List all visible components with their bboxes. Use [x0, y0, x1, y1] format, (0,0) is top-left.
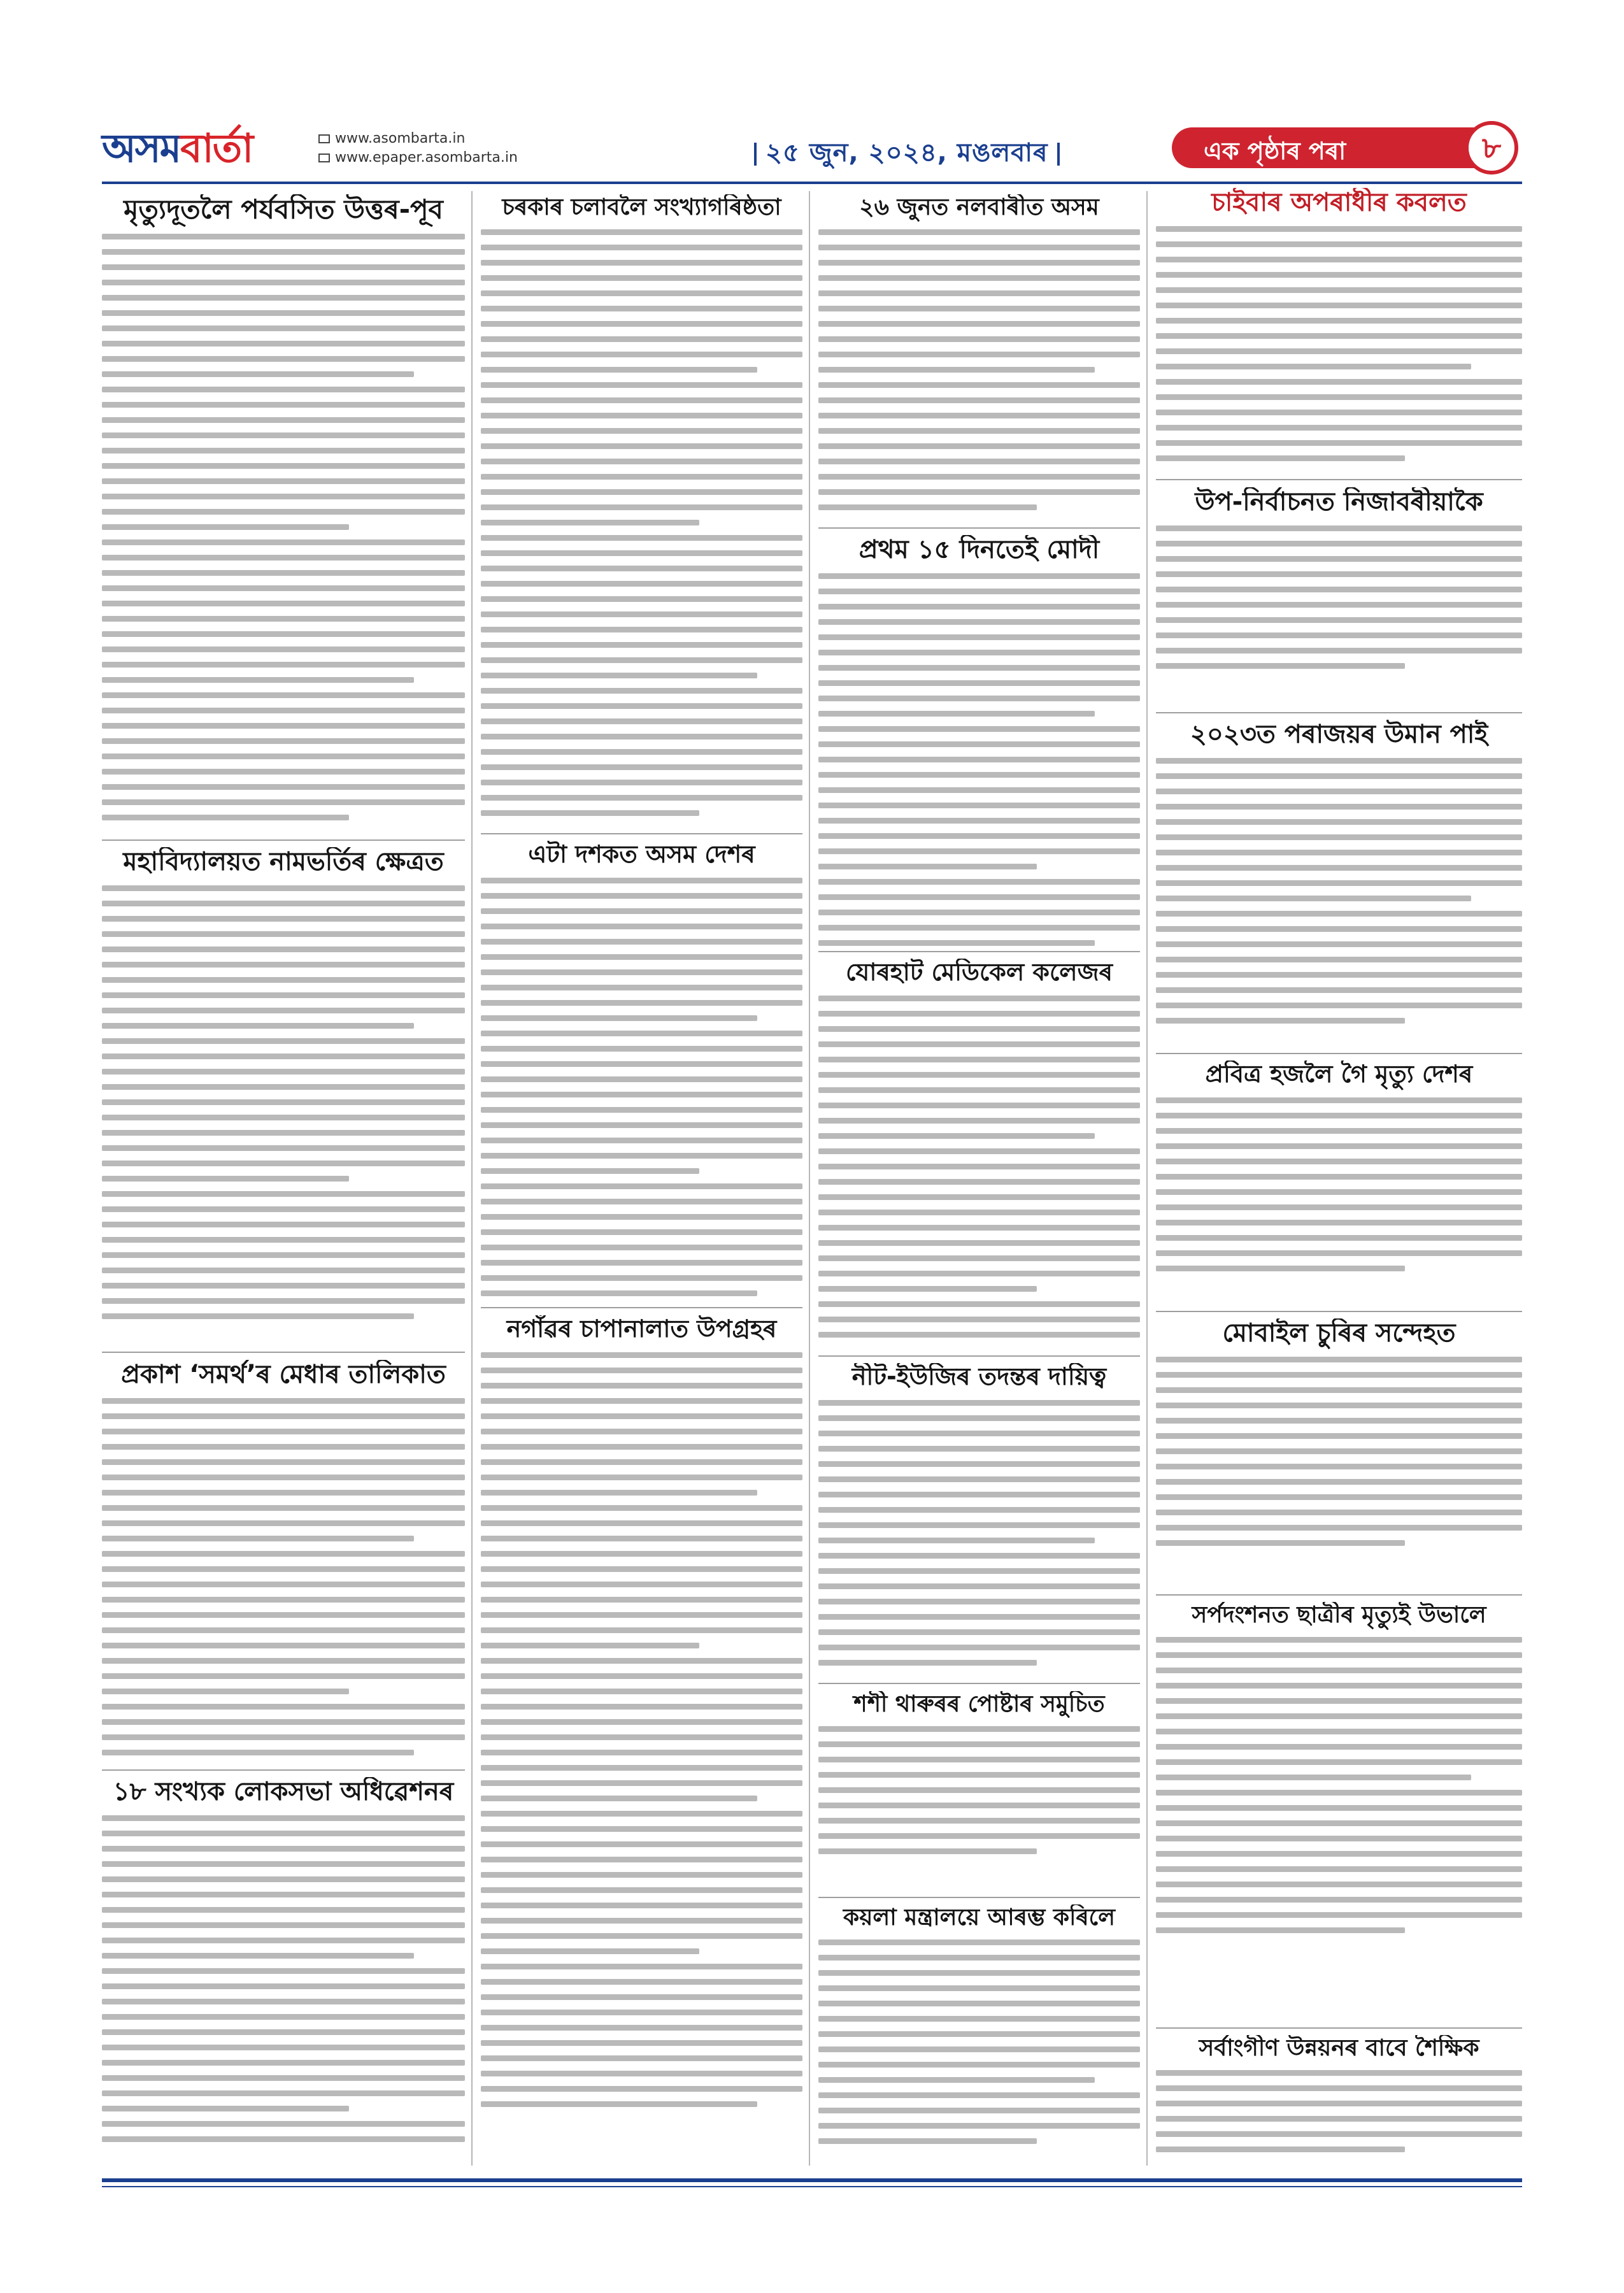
story-body-placeholder: [102, 1398, 465, 1755]
story-body-placeholder: [1156, 758, 1522, 1024]
story-neet-ug-probe: [818, 1363, 1140, 1682]
story-body-placeholder: [818, 573, 1140, 946]
newspaper-logo[interactable]: [102, 124, 253, 171]
website-url[interactable]: www.asombarta.in: [335, 131, 466, 146]
monitor-icon: [318, 154, 330, 162]
story-headline[interactable]: মোবাইল চুৰিৰ সন্দেহত: [1222, 1318, 1456, 1348]
story-divider: [818, 527, 1140, 529]
story-body-placeholder: [818, 1726, 1140, 1854]
story-body-placeholder: [102, 1815, 465, 2142]
story-nagaon-chapanala: [481, 1315, 802, 2172]
story-headline[interactable]: প্ৰথম ১৫ দিনতেই মোদী: [858, 535, 1100, 564]
website-urls: [318, 129, 518, 168]
section-label: [1172, 127, 1503, 168]
story-body-placeholder: [818, 1400, 1140, 1666]
story-body-placeholder: [102, 885, 465, 1319]
story-body-placeholder: [481, 229, 802, 816]
story-divider: [1156, 1053, 1522, 1054]
story-mobile-theft: [1156, 1318, 1522, 1592]
story-body-placeholder: [481, 1352, 802, 2107]
story-divider: [102, 839, 465, 841]
epaper-url[interactable]: www.epaper.asombarta.in: [335, 150, 518, 166]
story-divider: [102, 1769, 465, 1771]
story-divider: [1156, 2027, 1522, 2029]
story-headline[interactable]: কয়লা মন্ত্ৰালয়ে আৰম্ভ কৰিলে: [843, 1904, 1115, 1931]
story-divider: [481, 833, 802, 834]
story-headline[interactable]: শশী থাৰুৰৰ পোষ্টাৰ সমুচিত: [853, 1691, 1105, 1717]
story-divider: [818, 1683, 1140, 1684]
story-headline[interactable]: চৰকাৰ চলাবলৈ সংখ্যাগৰিষ্ঠতা: [502, 194, 781, 220]
story-headline[interactable]: এটা দশকত অসম দেশৰ: [528, 841, 755, 868]
story-by-election: [1156, 487, 1522, 710]
story-divider: [818, 1897, 1140, 1898]
story-jorhat-medical-college: [818, 959, 1140, 1354]
story-headline[interactable]: নগাঁৱৰ চাপানালাত উপগ্ৰহৰ: [506, 1315, 777, 1343]
story-body-placeholder: [481, 878, 802, 1296]
story-divider: [818, 1355, 1140, 1357]
logo-text-part1: অসম: [102, 124, 181, 171]
story-divider: [1156, 479, 1522, 480]
story-shashi-tharoor-poster: [818, 1691, 1140, 1895]
story-headline[interactable]: প্ৰবিত্ৰ হজলৈ গৈ মৃত্যু দেশৰ: [1205, 1061, 1473, 1088]
dateline: [745, 132, 1069, 175]
story-snakebite-death: [1156, 1602, 1522, 2025]
logo-text-part2: বাৰ্তা: [180, 124, 253, 171]
story-headline[interactable]: চাইবাৰ অপৰাধীৰ কবলত: [1211, 188, 1467, 217]
story-hajj-death: [1156, 1061, 1522, 1309]
story-headline[interactable]: মৃত্যুদূতলৈ পৰ্যবসিত উত্তৰ-পূব: [124, 194, 443, 225]
story-modi-first-15-days: [818, 535, 1140, 949]
story-divider: [1156, 1311, 1522, 1312]
story-college-admission: [102, 847, 465, 1350]
story-2023-defeat: [1156, 720, 1522, 1051]
story-divider: [1156, 712, 1522, 713]
story-body-placeholder: [818, 996, 1140, 1338]
story-lok-sabha-session: [102, 1777, 465, 2172]
story-body-placeholder: [102, 234, 465, 820]
story-headline[interactable]: সৰ্বাংগীণ উন্নয়নৰ বাবে শৈক্ষিক: [1199, 2035, 1479, 2061]
story-body-placeholder: [1156, 226, 1522, 461]
masthead-rule: [102, 182, 1522, 184]
section-label-text: এক পৃষ্ঠাৰ পৰা: [1204, 137, 1346, 165]
story-samarth-merit-list: [102, 1360, 465, 1768]
story-body-placeholder: [1156, 1097, 1522, 1271]
story-headline[interactable]: মহাবিদ্যালয়ত নামভৰ্তিৰ ক্ষেত্ৰত: [123, 847, 444, 876]
story-body-placeholder: [818, 1939, 1140, 2144]
story-overall-development: [1156, 2035, 1522, 2172]
story-headline[interactable]: ২০২৩ত পৰাজয়ৰ উমান পাই: [1190, 720, 1488, 749]
story-divider: [818, 951, 1140, 952]
column-divider: [809, 191, 810, 2166]
publication-date: ২৫ জুন, ২০২৪, মঙলবাৰ: [766, 138, 1048, 168]
story-northeast-deaths: [102, 194, 465, 838]
divider-bar: [754, 143, 757, 166]
page-number: ৮: [1465, 121, 1518, 175]
story-body-placeholder: [818, 229, 1140, 510]
story-headline[interactable]: উপ-নিৰ্বাচনত নিজাবৰীয়াকৈ: [1195, 487, 1483, 517]
story-divider: [102, 1352, 465, 1353]
story-body-placeholder: [1156, 1357, 1522, 1546]
story-body-placeholder: [1156, 525, 1522, 669]
column-divider: [1146, 191, 1148, 2166]
story-body-placeholder: [1156, 1637, 1522, 1933]
story-headline[interactable]: সৰ্পদংশনত ছাত্ৰীৰ মৃত্যুই উভালে: [1192, 1602, 1486, 1628]
footer-rule: [102, 2178, 1522, 2182]
story-headline[interactable]: যোৰহাট মেডিকেল কলেজৰ: [846, 959, 1113, 986]
story-government-majority: [481, 194, 802, 831]
story-headline[interactable]: ১৮ সংখ্যক লোকসভা অধিৱেশনৰ: [113, 1777, 454, 1806]
divider-bar: [1057, 143, 1060, 166]
column-divider: [471, 191, 473, 2166]
footer-rule-thin: [102, 2186, 1522, 2187]
story-divider: [1156, 1594, 1522, 1596]
story-body-placeholder: [1156, 2070, 1522, 2152]
story-cyber-criminals: [1156, 188, 1522, 478]
story-headline[interactable]: প্ৰকাশ ‘সমৰ্থ’ৰ মেধাৰ তালিকাত: [121, 1360, 446, 1389]
story-nalbari-june-26: [818, 194, 1140, 525]
story-headline[interactable]: নীট-ইউজিৰ তদন্তৰ দায়িত্ব: [851, 1363, 1107, 1390]
story-assam-decade: [481, 841, 802, 1306]
story-headline[interactable]: ২৬ জুনত নলবাৰীত অসম: [859, 194, 1099, 220]
story-divider: [481, 1307, 802, 1308]
story-coal-ministry: [818, 1904, 1140, 2172]
monitor-icon: [318, 134, 330, 143]
